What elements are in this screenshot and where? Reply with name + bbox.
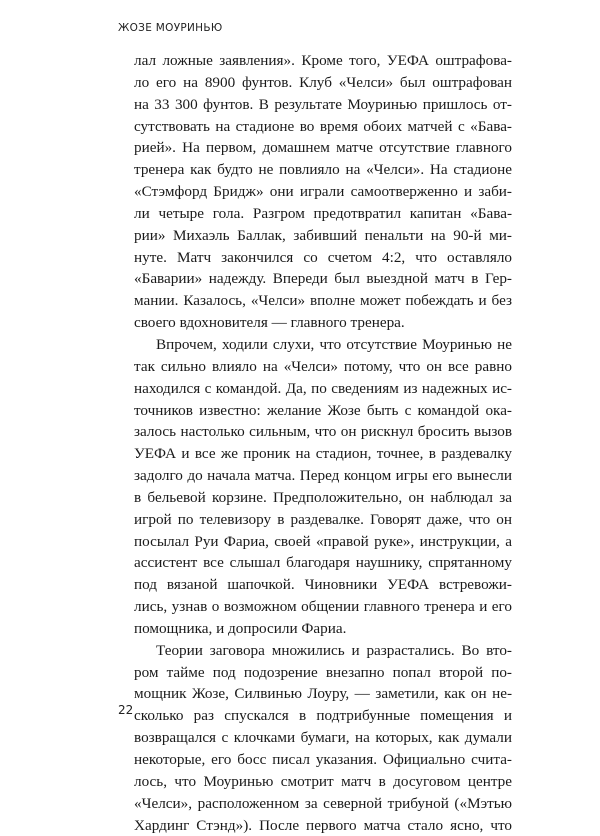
text-line: нуте. Матч закончился со счетом 4:2, что оставляло [134,248,512,266]
text-line: Теории заговора множились и разрастались. Во вто- [156,641,512,659]
text-line: в бельевой корзине. Предположительно, он наблюдал за [134,488,512,506]
text-line: «Баварии» надежду. Впереди был выездной матч в Гер- [134,270,512,288]
running-header: ЖОЗЕ МОУРИНЬЮ [118,22,223,34]
text-line: лось, что Моуринью смотрит матч в досуговом центре [134,772,512,790]
text-line: на 33 300 фунтов. В результате Моуринью пришлось от- [134,95,512,113]
text-line: точников известно: желание Жозе быть с командой ока- [134,401,512,419]
text-line: лал ложные заявления». Кроме того, УЕФА оштрафова- [134,52,512,69]
text-line: мощник Жозе, Силвинью Лоуру, — заметили, как он не- [134,685,512,703]
text-line: «Стэмфорд Бридж» они играли самоотверженно и заби- [134,183,512,201]
text-line: Хардинг Стэнд»). После первого матча стало ясно, что [134,816,512,834]
text-line: Впрочем, ходили слухи, что отсутствие Моуринью не [156,335,512,353]
text-line: находился с командой. Да, по сведениям из надежных ис- [134,379,512,397]
text-line: сутствовать на стадионе во время обоих матчей с «Бава- [134,117,512,135]
paragraph [134,640,512,836]
text-line: рии» Михаэль Баллак, забивший пенальти на 90-й ми- [134,226,512,244]
text-line: возвращался с клочками бумаги, на которых, как думали [134,729,512,747]
text-line: рией». На первом, домашнем матче отсутствие главного [134,139,512,157]
paragraph [134,50,512,334]
text-line: залось настолько сильным, что он рискнул бросить вызов [134,423,512,441]
text-line: помощника, и допросили Фариа. [134,619,347,637]
paragraph [134,334,512,640]
text-line: ром тайме под подозрение внезапно попал второй по- [134,663,512,681]
text-line: своего вдохновителя — главного тренера. [134,314,405,332]
text-line: игрой по телевизору в раздевалке. Говорят даже, что он [134,510,512,528]
text-line: УЕФА и все же проник на стадион, точнее, в раздевалку [134,445,512,463]
text-line: так сильно влияло на «Челси» потому, что он все равно [134,357,512,375]
text-line: под вязаной шапочкой. Чиновники УЕФА встревожи- [134,576,512,594]
text-line: ло его на 8900 фунтов. Клуб «Челси» был оштрафован [134,73,512,91]
text-line: задолго до начала матча. Перед концом игры его вынесли [134,467,512,485]
text-line: ассистент все слышал благодаря наушнику, спрятанному [134,554,512,572]
text-line: тренера как будто не повлияло на «Челси». На стадионе [134,161,512,179]
text-line: «Челси», расположенном за северной трибуной («Мэтью [134,794,512,812]
text-line: мании. Казалось, «Челси» вполне может побеждать и без [134,292,512,310]
page-number: 22 [118,703,134,717]
text-line: некоторые, его босс писал указания. Официально счита- [134,751,512,768]
text-line: сколько раз спускался в подтрибунные помещения и [134,707,512,725]
text-line: посылал Руи Фариа, своей «правой руке», инструкции, а [134,532,512,550]
text-line: ли четыре гола. Разгром предотвратил капитан «Бава- [134,204,512,222]
text-line: лись, узнав о возможном общении главного тренера и его [134,598,512,616]
body-text [134,50,512,836]
